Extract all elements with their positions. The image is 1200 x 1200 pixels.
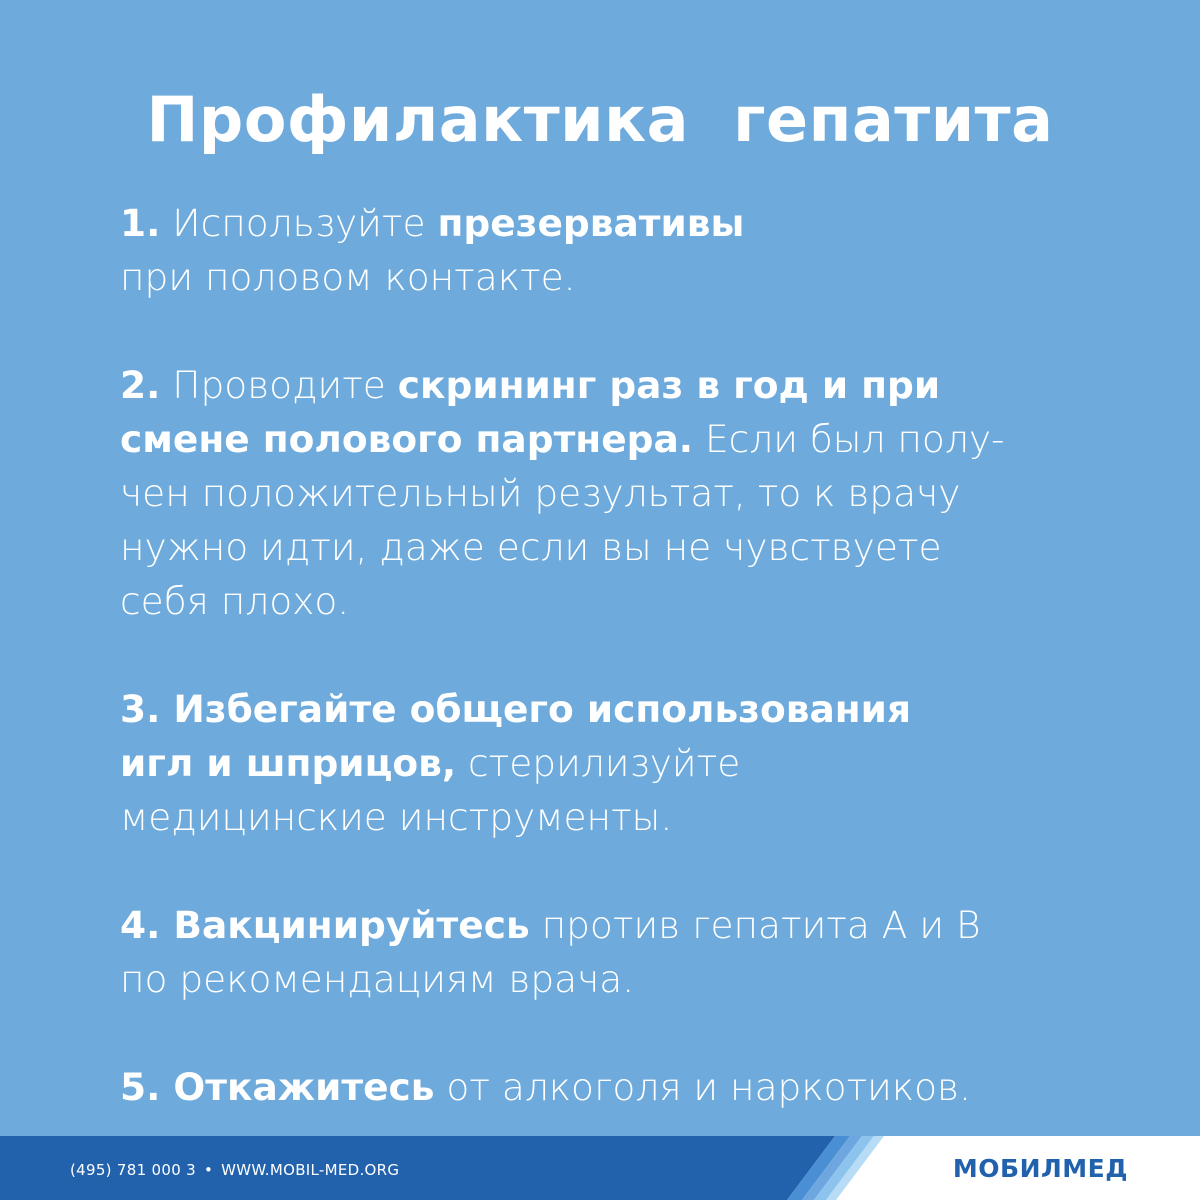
emphasis-text: презервативы xyxy=(437,201,745,245)
body-text: по рекомендациям врача. xyxy=(120,957,635,1001)
body-text: против гепатита А и В xyxy=(529,903,981,947)
emphasis-text: 5. Откажитесь xyxy=(120,1065,435,1109)
website-link[interactable]: WWW.MOBIL-MED.ORG xyxy=(221,1161,400,1179)
body-text: от алкоголя и наркотиков. xyxy=(434,1065,971,1109)
body-text: при половом контакте. xyxy=(120,255,576,299)
body-text: Используйте xyxy=(160,201,438,245)
list-item xyxy=(120,1060,1120,1114)
page-title: Профилактика гепатита xyxy=(146,83,1054,156)
list-item xyxy=(120,196,1120,304)
emphasis-text: игл и шприцов, xyxy=(120,741,457,785)
list-item xyxy=(120,682,1120,844)
body-text: себя плохо. xyxy=(120,579,350,623)
brand-logo: МОБИЛМЕД xyxy=(952,1154,1128,1183)
body-text: стерилизуйте xyxy=(456,741,741,785)
body-text: Проводите xyxy=(160,363,398,407)
body-text: медицинские инструменты. xyxy=(120,795,673,839)
prevention-list xyxy=(120,196,1120,1114)
list-item xyxy=(120,898,1120,1006)
body-text: чен положительный результат, то к врачу xyxy=(120,471,961,515)
footer xyxy=(0,1136,1200,1200)
emphasis-text: 1. xyxy=(120,201,161,245)
emphasis-text: смене полового партнера. xyxy=(120,417,694,461)
list-item xyxy=(120,358,1120,628)
footer-contact xyxy=(70,1158,399,1182)
emphasis-text: 2. xyxy=(120,363,161,407)
separator-dot: • xyxy=(203,1161,214,1179)
body-text: Если был полу- xyxy=(693,417,1005,461)
phone-number: (495) 781 000 3 xyxy=(70,1161,196,1179)
body-text: нужно идти, даже если вы не чувствуете xyxy=(120,525,942,569)
emphasis-text: скрининг раз в год и при xyxy=(397,363,941,407)
emphasis-text: 4. Вакцинируйтесь xyxy=(120,903,530,947)
emphasis-text: 3. Избегайте общего использования xyxy=(120,687,912,731)
